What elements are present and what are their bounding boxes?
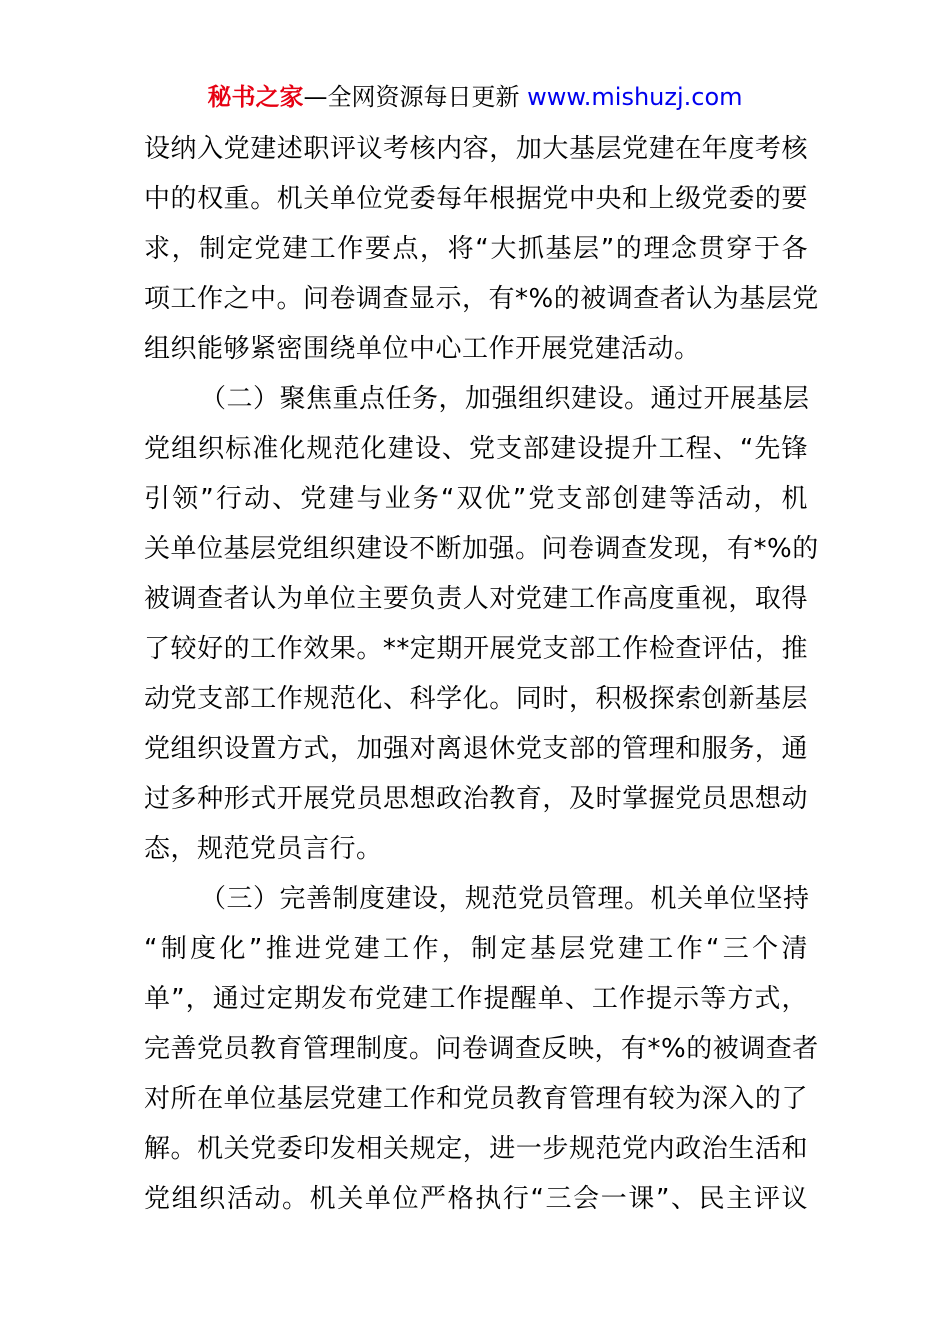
section-heading-line: （二）聚焦重点任务，加强组织建设。通过开展基层 bbox=[200, 384, 810, 414]
text-line: “制度化”推进党建工作，制定基层党建工作“三个清 bbox=[144, 934, 808, 964]
text-line: 了较好的工作效果。**定期开展党支部工作检查评估，推 bbox=[144, 634, 808, 664]
header-tagline: —全网资源每日更新 bbox=[303, 83, 528, 111]
section-heading-line: （三）完善制度建设，规范党员管理。机关单位坚持 bbox=[200, 884, 810, 914]
text-line: 对所在单位基层党建工作和党员教育管理有较为深入的了 bbox=[144, 1084, 808, 1114]
page-header bbox=[0, 80, 950, 114]
text-line: 动党支部工作规范化、科学化。同时，积极探索创新基层 bbox=[144, 684, 808, 714]
text-line: 关单位基层党组织建设不断加强。问卷调查发现，有*%的 bbox=[144, 534, 819, 564]
text-line: 完善党员教育管理制度。问卷调查反映，有*%的被调查者 bbox=[144, 1034, 819, 1064]
text-line: 单”，通过定期发布党建工作提醒单、工作提示等方式， bbox=[144, 984, 808, 1014]
text-line: 设纳入党建述职评议考核内容，加大基层党建在年度考核 bbox=[144, 134, 808, 164]
document-body bbox=[144, 124, 819, 1224]
text-line: 中的权重。机关单位党委每年根据党中央和上级党委的要 bbox=[144, 184, 808, 214]
text-line: 过多种形式开展党员思想政治教育，及时掌握党员思想动 bbox=[144, 784, 808, 814]
text-line: 党组织活动。机关单位严格执行“三会一课”、民主评议 bbox=[144, 1184, 808, 1214]
text-line: 组织能够紧密围绕单位中心工作开展党建活动。 bbox=[144, 334, 701, 364]
text-line: 项工作之中。问卷调查显示，有*%的被调查者认为基层党 bbox=[144, 284, 819, 314]
text-line: 引领”行动、党建与业务“双优”党支部创建等活动，机 bbox=[144, 484, 808, 514]
text-line: 态，规范党员言行。 bbox=[144, 834, 383, 864]
site-url-link[interactable]: www.mishuzj.com bbox=[527, 83, 743, 111]
text-line: 党组织设置方式，加强对离退休党支部的管理和服务，通 bbox=[144, 734, 808, 764]
text-line: 党组织标准化规范化建设、党支部建设提升工程、“先锋 bbox=[144, 434, 808, 464]
text-line: 被调查者认为单位主要负责人对党建工作高度重视，取得 bbox=[144, 584, 808, 614]
brand-name: 秘书之家 bbox=[207, 83, 304, 111]
text-line: 求，制定党建工作要点，将“大抓基层”的理念贯穿于各 bbox=[144, 234, 808, 264]
text-line: 解。机关党委印发相关规定，进一步规范党内政治生活和 bbox=[144, 1134, 808, 1164]
